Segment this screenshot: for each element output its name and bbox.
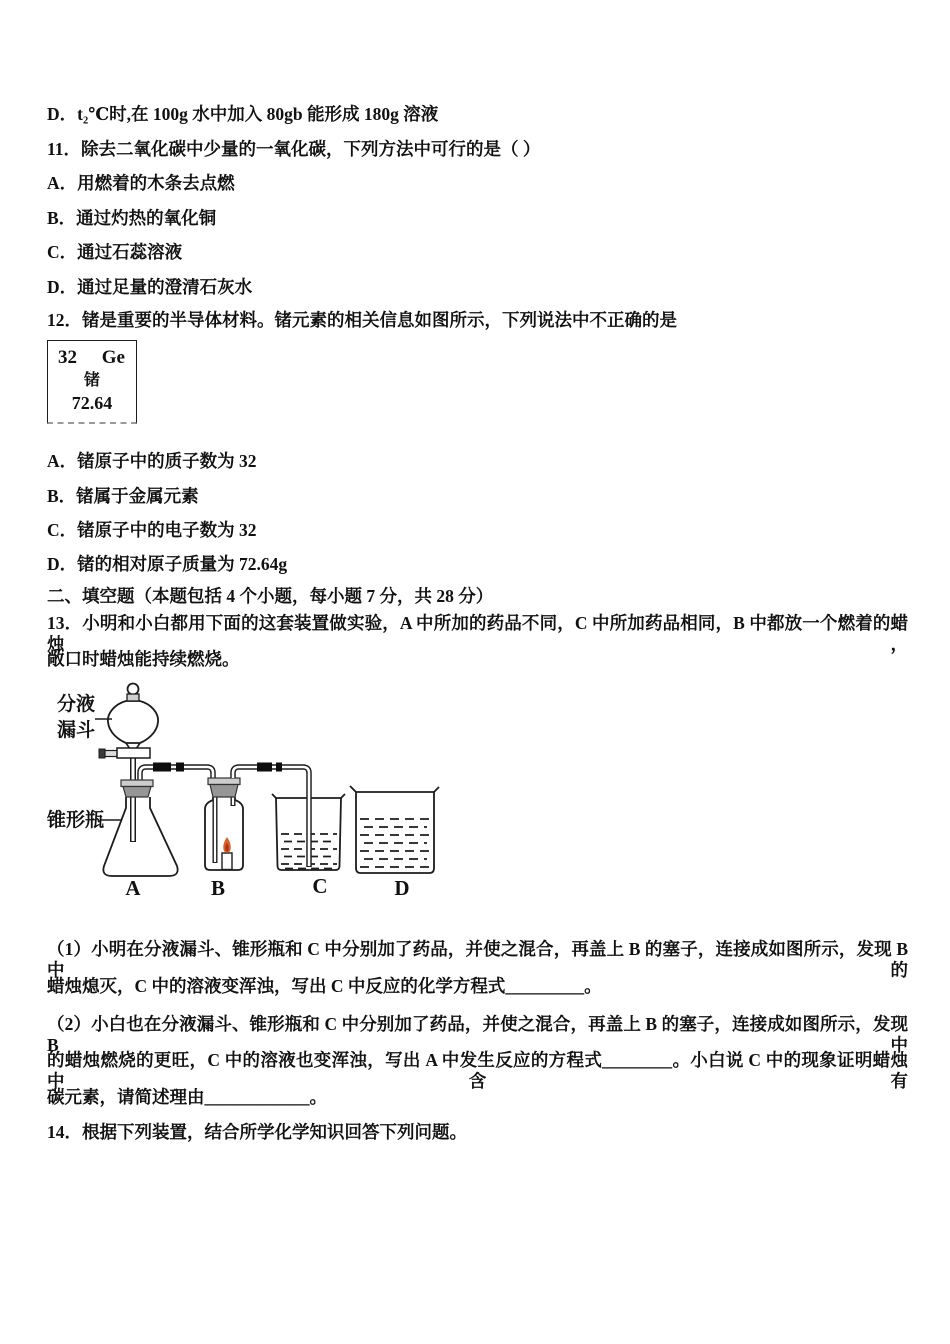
bottle-stopper bbox=[208, 778, 240, 797]
element-atomic-mass: 72.64 bbox=[71, 393, 113, 413]
q13-part2-line1: （2）小白也在分液漏斗、锥形瓶和 C 中分别加了药品，并使之混合，再盖上 B 的塞子，连接成如图所示，发现 B 中 bbox=[47, 1014, 908, 1055]
q13-part2-line2: 的蜡烛燃烧的更旺，C 中的溶液也变浑浊，写出 A 中发生反应的方程式________。小白说 C 中的现象证明蜡烛中含有 bbox=[47, 1050, 908, 1091]
beaker-c bbox=[272, 773, 345, 870]
q12-option-a: A．锗原子中的质子数为 32 bbox=[47, 451, 257, 471]
tube-a-to-b bbox=[140, 767, 213, 781]
q12-option-c: C．锗原子中的电子数为 32 bbox=[47, 520, 257, 540]
q13-stem-line1: 13．小明和小白都用下面的这套装置做实验，A 中所加的药品不同，C 中所加药品相同，B 中都放一个燃着的蜡烛， bbox=[47, 613, 908, 654]
funnel-stopcock bbox=[99, 748, 150, 758]
atomic-number: 32 bbox=[58, 347, 77, 368]
element-symbol: Ge bbox=[101, 347, 125, 368]
funnel-ring-stopper bbox=[128, 684, 139, 695]
q11-option-a: A．用燃着的木条去点燃 bbox=[47, 173, 235, 193]
label-funnel-line1: 分液 bbox=[57, 694, 96, 715]
q11-stem: 11．除去二氧化碳中少量的一氧化碳，下列方法中可行的是（ ） bbox=[47, 139, 541, 159]
q11-option-b: B．通过灼热的氧化铜 bbox=[47, 208, 217, 228]
element-cell-germanium bbox=[47, 340, 137, 424]
element-name: 锗 bbox=[83, 372, 100, 389]
q12-stem: 12．锗是重要的半导体材料。锗元素的相关信息如图所示，下列说法中不正确的是 bbox=[47, 310, 677, 330]
gas-bottle bbox=[205, 797, 243, 870]
apparatus-letter-d: D bbox=[394, 876, 410, 900]
q13-part1-line1: （1）小明在分液漏斗、锥形瓶和 C 中分别加了药品，并使之混合，再盖上 B 的塞子，连接成如图所示，发现 B 中的 bbox=[47, 939, 908, 980]
section2-heading: 二、填空题（本题包括 4 个小题，每小题 7 分，共 28 分） bbox=[47, 586, 494, 606]
apparatus-letter-c: C bbox=[312, 874, 328, 898]
apparatus-letter-b: B bbox=[210, 876, 226, 900]
label-flask: 锥形瓶 bbox=[47, 810, 105, 831]
q11-option-d: D．通过足量的澄清石灰水 bbox=[47, 277, 253, 297]
beaker-d bbox=[350, 786, 439, 873]
q14-stem: 14．根据下列装置，结合所学化学知识回答下列问题。 bbox=[47, 1122, 467, 1142]
q11-option-c: C．通过石蕊溶液 bbox=[47, 242, 183, 262]
q10-option-d: D．t₂℃时,在 100g 水中加入 80gb 能形成 180g 溶液 bbox=[47, 104, 439, 124]
q13-part2-line3: 碳元素，请简述理由____________。 bbox=[47, 1087, 327, 1107]
conical-flask bbox=[103, 797, 177, 876]
apparatus-diagram bbox=[45, 680, 485, 904]
flask-stopper bbox=[121, 780, 153, 797]
tube-b-to-c-top bbox=[233, 767, 309, 778]
q13-part1-line2: 蜡烛熄灭，C 中的溶液变浑浊，写出 C 中反应的化学方程式_________。 bbox=[47, 976, 602, 996]
q13-stem-line2: 敞口时蜡烛能持续燃烧。 bbox=[47, 649, 240, 669]
q12-option-b: B．锗属于金属元素 bbox=[47, 486, 199, 506]
q12-option-d: D．锗的相对原子质量为 72.64g bbox=[47, 554, 288, 574]
apparatus-letter-a: A bbox=[125, 876, 141, 900]
label-funnel-line2: 漏斗 bbox=[57, 720, 96, 741]
